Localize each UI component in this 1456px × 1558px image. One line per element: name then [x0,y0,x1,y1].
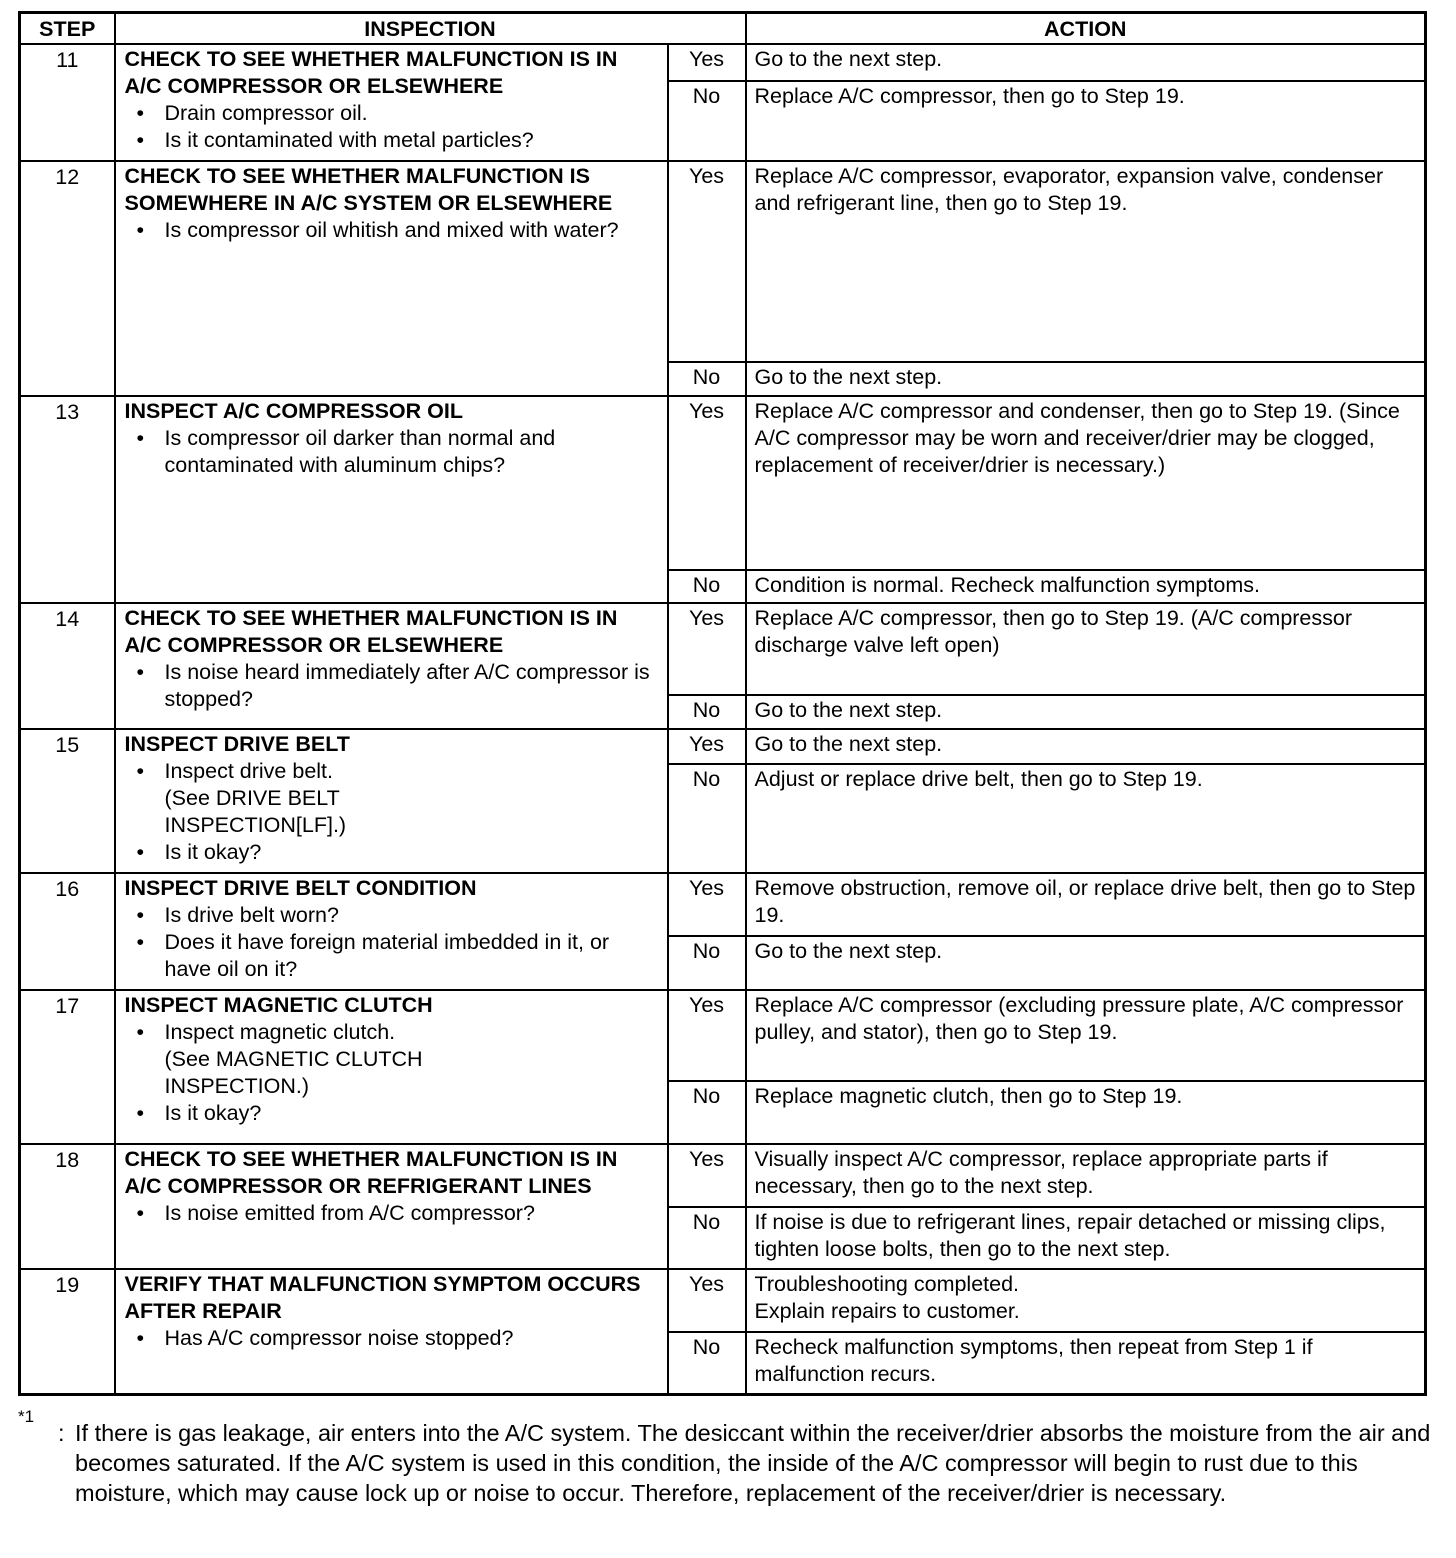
yes-action-line-2: Explain repairs to customer. [754,1299,1020,1323]
no-label: No [668,362,746,396]
inspection-title: INSPECT DRIVE BELT [124,732,350,756]
no-action: Condition is normal. Recheck malfunction symptoms. [746,570,1426,603]
inspection-cell [115,396,668,603]
yes-action: Visually inspect A/C compressor, replace appropriate parts if necessary, then go to the next step. [746,1144,1426,1207]
yes-action: Troubleshooting completed. [754,1272,1020,1296]
table-row [20,396,1426,570]
bullet-item: • Has A/C compressor noise stopped? [125,1325,657,1352]
header-inspection: INSPECTION [115,13,746,45]
table-row [20,990,1426,1081]
header-row [20,13,1426,45]
inspection-cell [115,603,668,729]
header-step: STEP [20,13,115,45]
yes-label: Yes [668,603,746,695]
no-action: Go to the next step. [746,362,1426,396]
no-action: Recheck malfunction symptoms, then repeat from Step 1 if malfunction recurs. [746,1332,1426,1394]
step-number: 11 [20,44,115,161]
inspection-cell [115,44,668,161]
no-label: No [668,1207,746,1269]
step-number: 17 [20,990,115,1144]
step-number: 18 [20,1144,115,1269]
yes-label: Yes [668,1144,746,1207]
yes-action: Replace A/C compressor, then go to Step 19. (A/C compressor discharge valve left open) [746,603,1426,695]
bullet-item: • Is noise emitted from A/C compressor? [125,1200,657,1227]
no-label: No [668,764,746,873]
no-action: Replace A/C compressor, then go to Step 19. [746,81,1426,161]
bullet-item: • Is it okay? [125,839,657,866]
inspection-title: CHECK TO SEE WHETHER MALFUNCTION IS IN A/C COMPRESSOR OR ELSEWHERE [124,47,618,98]
inspection-title: CHECK TO SEE WHETHER MALFUNCTION IS IN A/C COMPRESSOR OR REFRIGERANT LINES [124,1147,618,1198]
yes-label: Yes [668,873,746,936]
table-row [20,729,1426,764]
table-row [20,603,1426,695]
inspection-cell [115,161,668,396]
bullet-item: • Drain compressor oil. [125,100,657,127]
no-label: No [668,1332,746,1394]
inspection-title: INSPECT A/C COMPRESSOR OIL [124,399,463,423]
bullet-item: • Is it contaminated with metal particles? [125,127,657,154]
step-number: 14 [20,603,115,729]
footnote-mark: *1 [18,1407,35,1426]
no-action: If noise is due to refrigerant lines, repair detached or missing clips, tighten loose bolts, then go to the next step. [746,1207,1426,1269]
no-action: Adjust or replace drive belt, then go to Step 19. [746,764,1426,873]
no-action: Replace magnetic clutch, then go to Step 19. [746,1081,1426,1144]
yes-action: Remove obstruction, remove oil, or replace drive belt, then go to Step 19. [746,873,1426,936]
table-row [20,44,1426,81]
reference-line: INSPECTION[LF].) [164,813,347,837]
inspection-title: CHECK TO SEE WHETHER MALFUNCTION IS SOMEWHERE IN A/C SYSTEM OR ELSEWHERE [124,164,613,215]
yes-action: Go to the next step. [746,44,1426,81]
reference-line: (See MAGNETIC CLUTCH [164,1047,423,1071]
reference-line: (See DRIVE BELT [164,786,340,810]
yes-label: Yes [668,990,746,1081]
footnote-colon: : [58,1420,65,1446]
inspection-cell [115,990,668,1144]
no-label: No [668,81,746,161]
bullet-item: • Does it have foreign material imbedded in it, or have oil on it? [125,929,657,983]
no-label: No [668,1081,746,1144]
step-number: 15 [20,729,115,873]
inspection-cell [115,1144,668,1269]
table-row [20,1269,1426,1332]
troubleshooting-table [18,11,1427,1396]
header-action: ACTION [746,13,1426,45]
bullet-item: • Is noise heard immediately after A/C compressor is stopped? [125,659,657,713]
footnote [18,1407,1438,1508]
inspection-cell [115,873,668,990]
yes-label: Yes [668,1269,746,1332]
yes-label: Yes [668,44,746,81]
step-number: 13 [20,396,115,603]
bullet-item [125,758,657,839]
table-row [20,873,1426,936]
bullet-text: • Inspect magnetic clutch. [164,1020,396,1044]
table-row [20,1144,1426,1207]
step-number: 16 [20,873,115,990]
yes-label: Yes [668,396,746,570]
reference-line: INSPECTION.) [164,1074,310,1098]
inspection-title: INSPECT DRIVE BELT CONDITION [124,876,477,900]
no-label: No [668,570,746,603]
bullet-text: • Inspect drive belt. [164,759,334,783]
table-row [20,161,1426,362]
footnote-text: If there is gas leakage, air enters into the A/C system. The desiccant within the receiver/drier absorbs the moisture from the air and becomes saturated. If the A/C system is used in this condition, the inside of the A/C compressor will begin to rust due to this moisture, which may cause lock up or noise to occur. Therefore, replacement of the receiver/drier is necessary. [75,1420,1431,1506]
yes-action: Replace A/C compressor and condenser, then go to Step 19. (Since A/C compressor may be worn and receiver/drier may be clogged, replacement of receiver/drier is necessary.) [746,396,1426,570]
no-label: No [668,936,746,990]
bullet-item [125,1019,657,1100]
no-label: No [668,695,746,729]
inspection-title: VERIFY THAT MALFUNCTION SYMPTOM OCCURS AFTER REPAIR [124,1272,641,1323]
bullet-item: • Is drive belt worn? [125,902,657,929]
inspection-title: CHECK TO SEE WHETHER MALFUNCTION IS IN A/C COMPRESSOR OR ELSEWHERE [124,606,618,657]
yes-label: Yes [668,161,746,362]
inspection-title: INSPECT MAGNETIC CLUTCH [124,993,433,1017]
bullet-item: • Is compressor oil darker than normal and contaminated with aluminum chips? [125,425,657,479]
yes-action: Replace A/C compressor (excluding pressure plate, A/C compressor pulley, and stator), then go to Step 19. [746,990,1426,1081]
yes-action: Go to the next step. [746,729,1426,764]
yes-action: Replace A/C compressor, evaporator, expansion valve, condenser and refrigerant line, then go to Step 19. [746,161,1426,362]
bullet-item: • Is it okay? [125,1100,657,1127]
step-number: 12 [20,161,115,396]
bullet-item: • Is compressor oil whitish and mixed with water? [125,217,657,244]
no-action: Go to the next step. [746,936,1426,990]
yes-action-cell [746,1269,1426,1332]
inspection-cell [115,729,668,873]
no-action: Go to the next step. [746,695,1426,729]
inspection-cell [115,1269,668,1394]
step-number: 19 [20,1269,115,1394]
yes-label: Yes [668,729,746,764]
